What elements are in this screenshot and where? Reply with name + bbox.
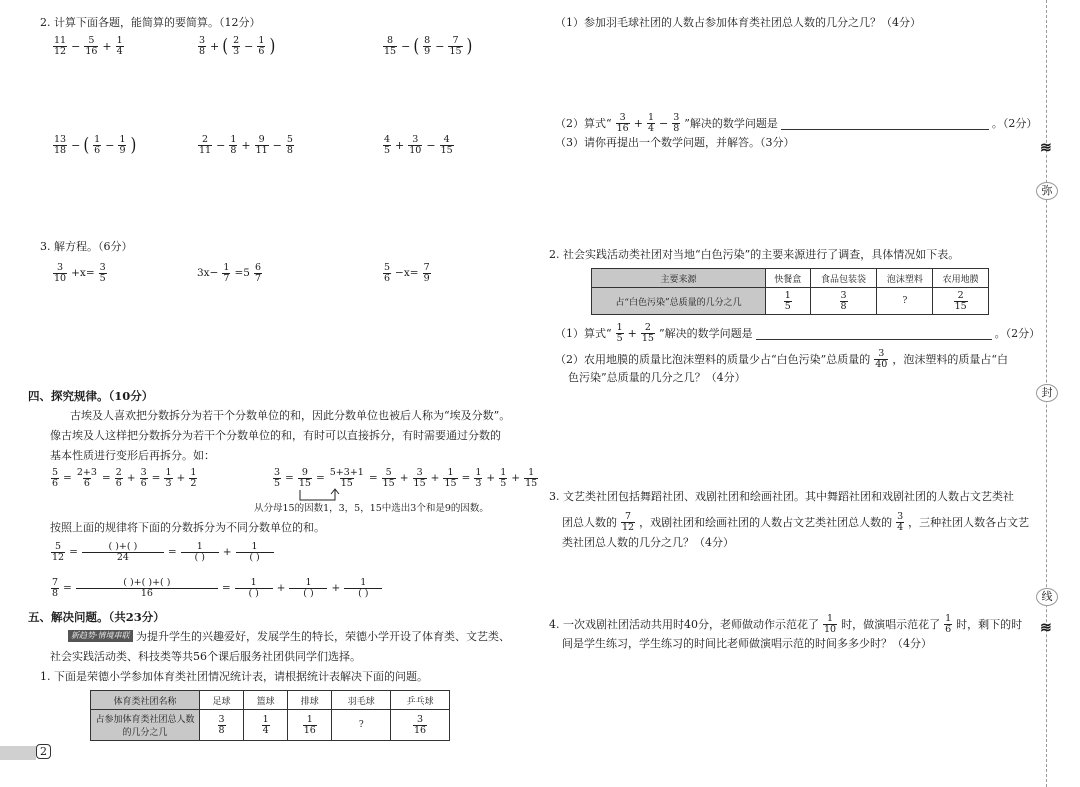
margin-mark-line: 线 xyxy=(1036,588,1058,606)
calc-expr-6: $\frac{4}{5}$ + $\frac{3}{10}$ − $\frac{4}{15}$ xyxy=(384,134,453,156)
calc-expr-3: $\frac{8}{15}$ − ( $\frac{8}{9}$ − $\frac{7}{15}$ ) xyxy=(384,34,473,58)
r-q2-1: （1）算式“ $\frac{1}{5}$ + $\frac{2}{15}$ ”解决的数学问题是 。（2分） xyxy=(555,322,1041,344)
r-q2-2: （2）农用地膜的质量比泡沫塑料的质量少占“白色污染”总质量的 $\frac{3}{40}$ ，泡沫塑料的质量占“白 xyxy=(555,348,1008,370)
example-1: $\frac{5}{6}$ = $\frac{2+3}{6}$ = $\frac{2}{6}$ + $\frac{3}{6}$ = $\frac{1}{3}$ + $\frac{1}{2}$ xyxy=(52,467,197,489)
s4-instruction: 按照上面的规律将下面的分数拆分为不同分数单位的和。 xyxy=(50,521,325,534)
trend-badge: 新趋势·情境串联 xyxy=(68,630,133,642)
s5-para-2: 社会实践活动类、科技类等共56个课后服务社团供同学们选择。 xyxy=(50,650,361,663)
r-q4-line1: 4. 一次戏剧社团活动共用时40分，老师做动作示范花了 $\frac{1}{10}$ 时，做演唱示范花了 $\frac{1}{6}$ 时，剩下的时 xyxy=(549,613,1023,635)
table-header: 羽毛球 xyxy=(332,691,391,710)
table-header: 快餐盒 xyxy=(766,269,811,288)
table-cell: $\frac{3}{16}$ xyxy=(391,710,450,741)
table-header: 乒乓球 xyxy=(391,691,450,710)
sports-club-table xyxy=(90,690,450,741)
s4-para-1: 古埃及人喜欢把分数拆分为若干个分数单位的和，因此分数单位也被后人称为“埃及分数”。 xyxy=(70,409,511,422)
equation-3: $\frac{5}{6}$ −x= $\frac{7}{9}$ xyxy=(384,262,430,284)
binding-glyph: ≋ xyxy=(1040,140,1052,156)
s5-para-1: 为提升学生的兴趣爱好，发展学生的特长，荣德小学开设了体育类、文艺类、 xyxy=(136,630,510,643)
table-cell: ? xyxy=(332,710,391,741)
binding-glyph: ≋ xyxy=(1040,620,1052,636)
r-q2-title: 2. 社会实践活动类社团对当地“白色污染”的主要来源进行了调查，具体情况如下表。 xyxy=(549,248,960,261)
r-q3-line2: 团总人数的 $\frac{7}{12}$ ，戏剧社团和绘画社团的人数占文艺类社团总人数的 $\frac{3}{4}$ ，三种社团人数各占文艺 xyxy=(562,511,1030,533)
r-q2-2-cont: 色污染”总质量的几分之几？（4分） xyxy=(568,371,746,384)
section-5-title: 五、解决问题。（共23分） xyxy=(28,610,165,624)
table-cell: ? xyxy=(877,288,933,315)
calc-expr-4: $\frac{13}{18}$ − ( $\frac{1}{6}$ − $\frac{1}{9}$ ) xyxy=(54,133,137,157)
margin-mark-close: 封 xyxy=(1036,384,1058,402)
table-header: 主要来源 xyxy=(592,269,766,288)
section-4-title: 四、探究规律。（10分） xyxy=(28,389,154,403)
split-exercise-1: $\frac{5}{12}$ = $\frac{( )+( )}{24}$ = $\frac{1}{( )}$ + $\frac{1}{( )}$ xyxy=(50,542,275,563)
equation-2: 3x− $\frac{1}{7}$ =5 $\frac{6}{7}$ xyxy=(197,262,261,284)
r-q1-2: （2）算式“ $\frac{3}{16}$ + $\frac{1}{4}$ − $\frac{3}{8}$ ”解决的数学问题是 。（2分） xyxy=(555,112,1038,134)
page-tab xyxy=(0,746,36,760)
answer-line[interactable] xyxy=(756,327,992,340)
table-header: 泡沫塑料 xyxy=(877,269,933,288)
example-note: 从分母15的因数1，3，5，15中选出3个和是9的因数。 xyxy=(254,503,489,514)
q3-title: 3. 解方程。（6分） xyxy=(40,240,133,253)
s4-para-2: 像古埃及人这样把分数拆分为若干个分数单位的和，有时可以直接拆分，有时需要通过分数的 xyxy=(50,429,501,442)
pollution-table xyxy=(591,268,989,315)
s4-para-3: 基本性质进行变形后再拆分。如： xyxy=(50,449,215,462)
margin-mark-seal: 弥 xyxy=(1036,182,1058,200)
example-2: $\frac{3}{5}$ = $\frac{9}{15}$ = $\frac{5+3+1}{15}$ = $\frac{5}{15}$ + $\frac{3}{15}$ + $\frac{1}{15}$ = $\frac{1}{3}$ + $\frac{1}{5}$ + $\frac{1}{15}$ xyxy=(274,467,538,489)
annotation-arrow xyxy=(295,488,345,504)
table-cell: $\frac{3}{8}$ xyxy=(200,710,244,741)
table-cell: $\frac{2}{15}$ xyxy=(933,288,989,315)
answer-line[interactable] xyxy=(781,117,989,130)
table-cell: $\frac{1}{5}$ xyxy=(766,288,811,315)
table-row xyxy=(592,269,989,288)
table-cell: $\frac{1}{16}$ xyxy=(288,710,332,741)
table-header: 农用地膜 xyxy=(933,269,989,288)
table-cell: $\frac{3}{8}$ xyxy=(810,288,877,315)
r-q1-1: （1）参加羽毛球社团的人数占参加体育类社团总人数的几分之几？（4分） xyxy=(555,16,921,29)
r-q3-line3: 类社团总人数的几分之几？（4分） xyxy=(562,536,734,549)
calc-expr-1: $\frac{11}{12}$ − $\frac{5}{16}$ + $\frac{1}{4}$ xyxy=(54,35,123,57)
table-row xyxy=(91,710,450,741)
split-exercise-2: $\frac{7}{8}$ = $\frac{( )+( )+( )}{16}$ = $\frac{1}{( )}$ + $\frac{1}{( )}$ + $\frac{1}{( )}$ xyxy=(50,578,383,599)
page-number: 2 xyxy=(36,744,51,759)
table-row xyxy=(592,288,989,315)
table-header: 食品包装袋 xyxy=(810,269,877,288)
s5-question-1: 1. 下面是荣德小学参加体育类社团情况统计表，请根据统计表解决下面的问题。 xyxy=(40,670,428,683)
equation-1: $\frac{3}{10}$ +x= $\frac{3}{5}$ xyxy=(54,262,106,284)
q2-title: 2. 计算下面各题，能简算的要简算。（12分） xyxy=(40,16,261,29)
table-row-label: 占参加体育类社团总人数的几分之几 xyxy=(91,710,200,741)
table-row xyxy=(91,691,450,710)
table-header: 排球 xyxy=(288,691,332,710)
table-header: 足球 xyxy=(200,691,244,710)
r-q3-line1: 3. 文艺类社团包括舞蹈社团、戏剧社团和绘画社团。其中舞蹈社团和戏剧社团的人数占文艺类社 xyxy=(549,490,1014,503)
table-header: 体育类社团名称 xyxy=(91,691,200,710)
table-row-label: 占“白色污染”总质量的几分之几 xyxy=(592,288,766,315)
r-q4-line2: 间是学生练习，学生练习的时间比老师做演唱示范的时间多多少时？（4分） xyxy=(562,637,932,650)
r-q1-3: （3）请你再提出一个数学问题，并解答。（3分） xyxy=(555,136,795,149)
table-header: 篮球 xyxy=(244,691,288,710)
table-cell: $\frac{1}{4}$ xyxy=(244,710,288,741)
calc-expr-2: $\frac{3}{8}$ + ( $\frac{2}{3}$ − $\frac{1}{6}$ ) xyxy=(199,34,276,58)
calc-expr-5: $\frac{2}{11}$ − $\frac{1}{8}$ + $\frac{9}{11}$ − $\frac{5}{8}$ xyxy=(199,134,293,156)
